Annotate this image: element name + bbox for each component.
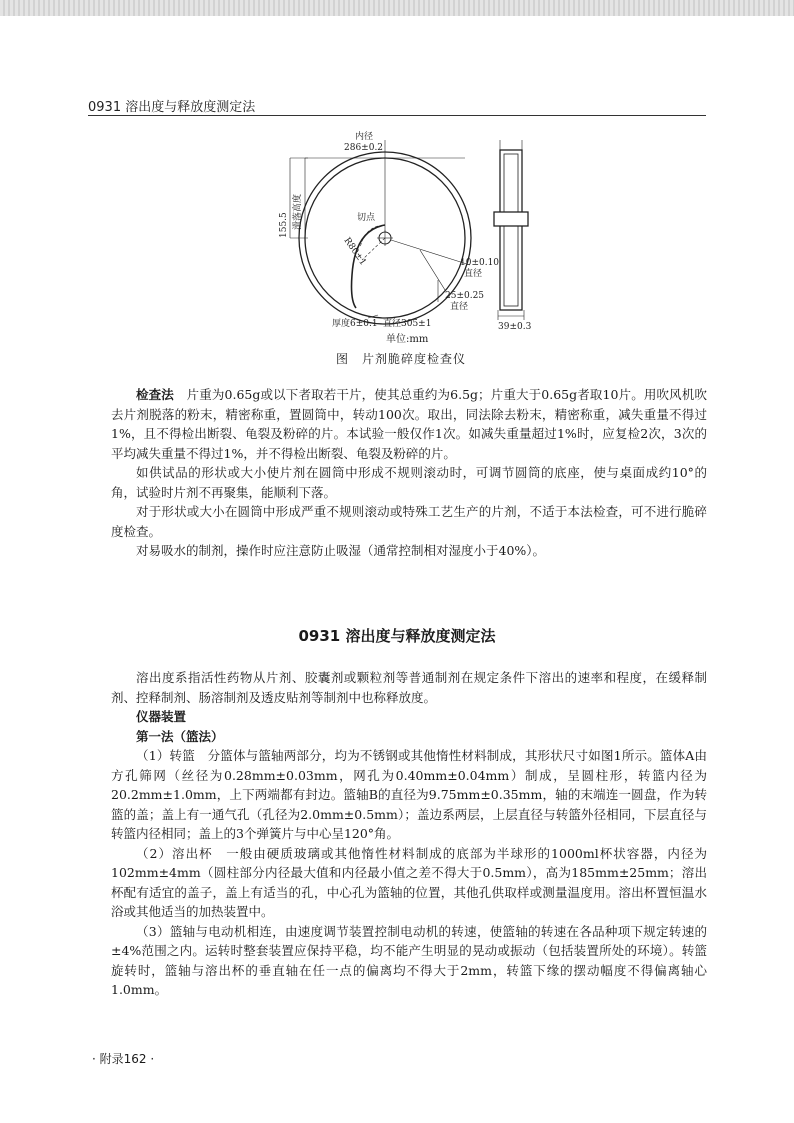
method1-heading: 第一法（篮法） — [136, 728, 224, 744]
width-label: 39±0.3 — [498, 322, 532, 332]
shaft-dia-label: 直径 — [450, 302, 469, 312]
method-label: 检查法 — [136, 387, 174, 402]
friability-tester-figure — [260, 130, 560, 348]
friability-paragraph-1 — [111, 385, 707, 463]
page-number: · 附录162 · — [92, 1052, 155, 1066]
height-label: 滑落高度 — [293, 193, 303, 230]
section-title: 0931 溶出度与释放度测定法 — [298, 627, 496, 645]
intro-paragraph: 溶出度系指活性药物从片剂、胶囊剂或颗粒剂等普通制剂在规定条件下溶出的速率和程度，在缓释制剂、控释制剂、肠溶制剂及透皮贴剂等制剂中也称释放度。 — [111, 670, 707, 705]
item-3-shaft: （3）篮轴与电动机相连，由速度调节装置控制电动机的转速，使篮轴的转速在各品种项下规定转速的±4%范围之内。运转时整套装置应保持平稳，均不能产生明显的晃动或振动（包括装置所处的环境）。转篮旋转时，篮轴与溶出杯的垂直轴在任一点的偏离均不得大于2mm，转篮下缘的摆动幅度不得偏离轴心1.0mm。 — [111, 923, 707, 997]
running-header: 0931 溶出度与释放度测定法 — [88, 100, 256, 115]
dissolution-block — [111, 668, 707, 1000]
friability-paragraph-4: 对易吸水的制剂，操作时应注意防止吸湿（通常控制相对湿度小于40%）。 — [136, 543, 546, 558]
height-value: 155.5 — [279, 212, 289, 238]
shaft-dia-value: 25±0.25 — [445, 291, 485, 301]
thickness-label: 厚度6±0.1 — [332, 319, 378, 329]
item-1-basket: （1）转篮 分篮体与篮轴两部分，均为不锈钢或其他惰性材料制成，其形状尺寸如图1所示。篮体A由方孔筛网（丝径为0.28mm±0.03mm，网孔为0.40mm±0.04mm）制成，呈圆柱形，转篮内径为20.2mm±1.0mm，上下两端都有封边。篮轴B的直径为9.75mm±0.35mm，轴的末端连一圆盘，作为转篮的盖；盖上有一通气孔（孔径为2.0mm±0.5mm）；盖边系两层，上层直径与转篮外径相同，下层直径与转篮内径相同；盖上的3个弹簧片与中心呈120°角。 — [111, 748, 707, 841]
friability-paragraph-3: 对于形状或大小在圆筒中形成严重不规则滚动或特殊工艺生产的片剂，不适于本法检查，可不进行脆碎度检查。 — [111, 504, 707, 539]
figure-unit: 单位:mm — [386, 334, 429, 345]
friability-text-1: 片重为0.65g或以下者取若干片，使其总重约为6.5g；片重大于0.65g者取10片。用吹风机吹去片剂脱落的粉末，精密称重，置圆筒中，转动100次。取出，同法除去粉末，精密称重，减失重量不得过1%，且不得检出断裂、龟裂及粉碎的片。本试验一般仅作1次。如减失重量超过1%时，应复检2次，3次的平均减失重量不得过1%，并不得检出断裂、龟裂及粉碎的片。 — [111, 387, 707, 461]
item-2-vessel: （2）溶出杯 一般由硬质玻璃或其他惰性材料制成的底部为半球形的1000ml杯状容器，内径为102mm±4mm（圆柱部分内径最大值和内径最小值之差不得大于0.5mm），高为185mm±25mm；溶出杯配有适宜的盖子，盖上有适当的孔，中心孔为篮轴的位置，其他孔供取样或测量温度用。溶出杯置恒温水浴或其他适当的加热装置中。 — [111, 845, 707, 919]
scan-top-strip — [0, 0, 794, 16]
tangent-point-label: 切点 — [357, 213, 376, 223]
header-rule — [88, 115, 706, 116]
figure-caption: 图 片剂脆碎度检查仪 — [336, 352, 467, 366]
inner-dia-value: 286±0.2 — [344, 143, 384, 153]
hub-dia-value: 10±0.10 — [460, 258, 500, 268]
outer-dia-label: 直径305±1 — [383, 319, 432, 329]
hub-dia-label: 直径 — [464, 269, 483, 279]
apparatus-heading: 仪器装置 — [136, 709, 187, 724]
inner-dia-label: 内径 — [355, 132, 374, 142]
drum-side-view — [494, 140, 528, 320]
radius-label: R80±1 — [341, 235, 368, 268]
friability-block — [111, 385, 707, 561]
friability-paragraph-2: 如供试品的形状或大小使片剂在圆筒中形成不规则滚动时，可调节圆筒的底座，使与桌面成约10°的角，试验时片剂不再聚集，能顺利下落。 — [111, 465, 707, 500]
